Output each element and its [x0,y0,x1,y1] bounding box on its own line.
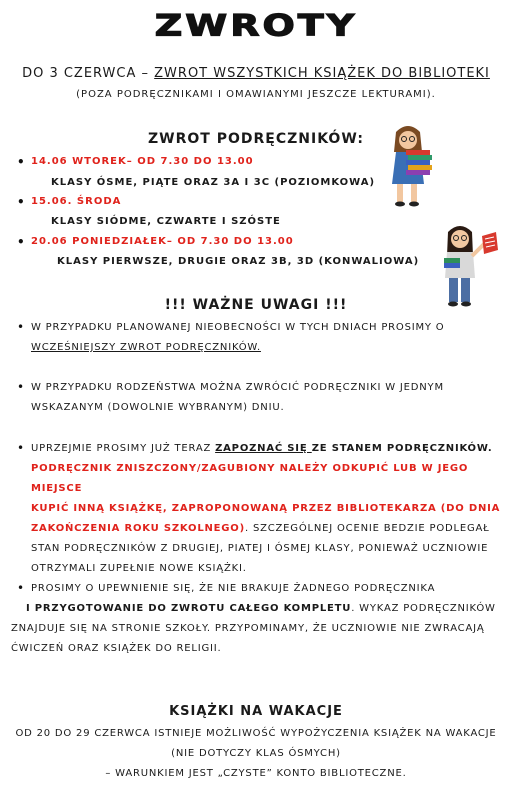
intro-note: (POZA PODRĘCZNIKAMI I OMAWIANYMI JESZCZE LEKTURAMI). [76,89,436,100]
return-classes-1: KLASY ÓSME, PIĄTE ORAZ 3A I 3C (POZIOMKOWA) [51,177,376,188]
note-4-bold: I PRZYGOTOWANIE DO ZWROTU CAŁEGO KOMPLETU [26,603,352,614]
vacation-line-2: (NIE DOTYCZY KLAS ÓSMYCH) [171,748,341,759]
note-1-line-1: • W PRZYPADKU PLANOWANEJ NIEOBECNOŚCI W TYCH DNIACH PROSIMY O [31,322,445,333]
notes-heading: !!! WAŻNE UWAGI !!! [164,297,348,313]
note-4-line-4: ĆWICZEŃ ORAZ KSIĄŻEK DO RELIGII. [11,643,222,654]
note-2-line-1: • W PRZYPADKU RODZEŃSTWA MOŻNA ZWRÓCIĆ PODRĘCZNIKI W JEDNYM [31,382,444,393]
note-3-emphasis: ZAPOZNAĆ SIĘ [215,443,312,454]
note-3-line-4 [31,519,512,539]
returns-heading: ZWROT PODRĘCZNIKÓW: [148,131,364,147]
return-date-1: • 14.06 WTOREK– OD 7.30 DO 13.00 [31,156,254,167]
note-4-line-3: ZNAJDUJE SIĘ NA STRONIE SZKOŁY. PRZYPOMINAMY, ŻE UCZNIOWIE NIE ZWRACAJĄ [11,623,485,634]
intro-emphasis: ZWROT WSZYSTKICH KSIĄŻEK DO BIBLIOTEKI [154,66,490,81]
vacation-line-3: – WARUNKIEM JEST „CZYSTE” KONTO BIBLIOTECZNE. [105,768,407,779]
note-3-red-1: PODRĘCZNIK ZNISZCZONY/ZAGUBIONY NALEŻY ODKUPIĆ LUB W JEGO MIEJSCE [31,463,469,494]
vacation-line-1: OD 20 DO 29 CZERWCA ISTNIEJE MOŻLIWOŚĆ WYPOŻYCZENIA KSIĄŻEK NA WAKACJE [15,728,497,739]
return-classes-2: KLASY SIÓDME, CZWARTE I SZÓSTE [51,216,281,227]
note-4-line-2 [26,599,496,619]
note-3-text: UPRZEJMIE PROSIMY JUŻ TERAZ [31,443,216,454]
vacation-heading: KSIĄŻKI NA WAKACJE [169,704,343,719]
note-3-line-5: STAN PODRĘCZNIKÓW Z DRUGIEJ, PIATEJ I ÓSMEJ KLASY, PONIEWAŻ UCZNIOWIE [31,543,489,554]
note-3-red-2: KUPIĆ INNĄ KSIĄŻKĘ, ZAPROPONOWANĄ PRZEZ BIBLIOTEKARZA (DO DNIA [31,503,501,514]
note-1-line-2: WCZEŚNIEJSZY ZWROT PODRĘCZNIKÓW. [31,342,261,353]
note-1 [31,318,444,358]
return-date-2: • 15.06. ŚRODA [31,196,121,207]
teacher-reading-icon [438,222,500,308]
note-3-line-1 [31,439,512,459]
teacher-with-books-icon [382,122,434,208]
return-date-3: • 20.06 PONIEDZIAŁEK– OD 7.30 DO 13.00 [31,236,294,247]
return-classes-3: KLASY PIERWSZE, DRUGIE ORAZ 3B, 3D (KONWALIOWA) [57,256,420,267]
note-4: • PROSIMY O UPEWNIENIE SIĘ, ŻE NIE BRAKUJE ŻADNEGO PODRĘCZNIKA [31,579,435,599]
note-2 [31,378,444,418]
intro-line [0,66,512,81]
note-4-text: . WYKAZ PODRĘCZNIKÓW [351,603,496,614]
note-3-line-6: OTRZYMALI ZUPEŁNIE NOWE KSIĄŻKI. [31,563,247,574]
note-3-text-bold: ZE STANEM PODRĘCZNIKÓW. [311,443,493,454]
intro-prefix: DO 3 CZERWCA – [22,66,155,81]
note-3-text-2: . SZCZEGÓLNEJ OCENIE BEDZIE PODLEGAŁ [244,523,490,534]
note-3-red-3: ZAKOŃCZENIA ROKU SZKOLNEGO) [31,523,245,534]
page-title: ZWROTY [154,8,358,43]
note-2-line-2: WSKAZANYM (DOWOLNIE WYBRANYM) DNIU. [31,402,285,413]
note-3 [31,439,512,579]
